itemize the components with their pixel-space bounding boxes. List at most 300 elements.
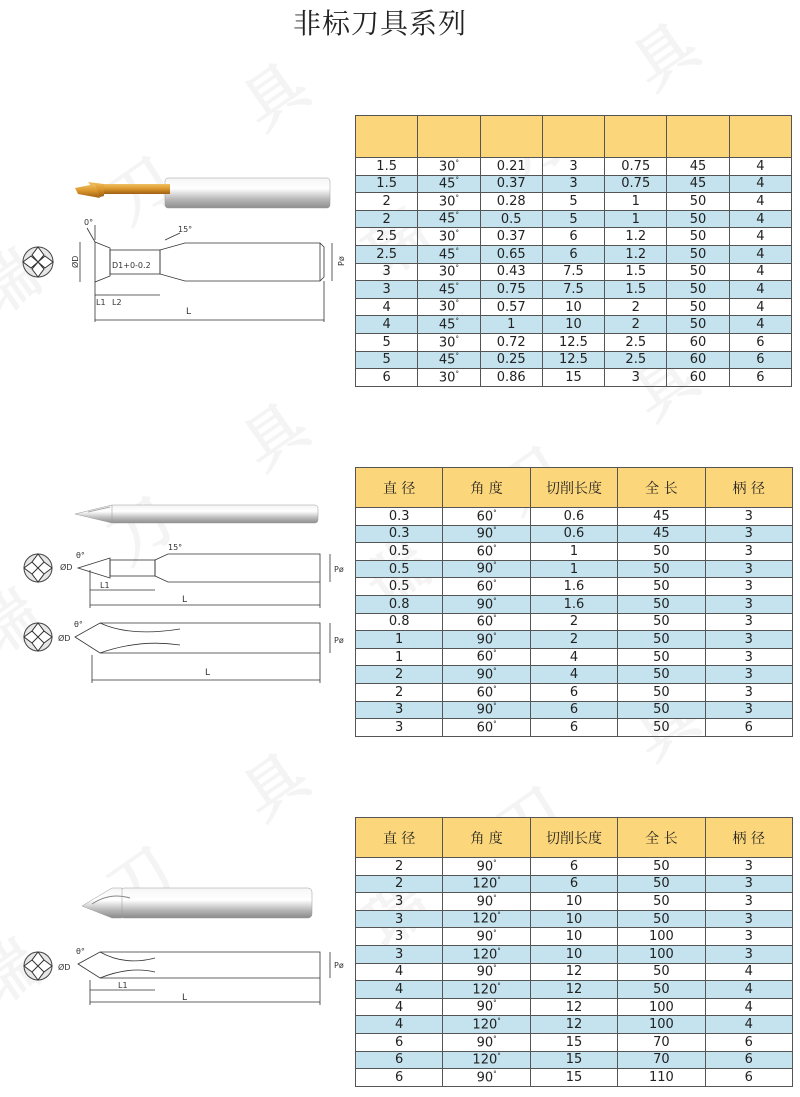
degree-symbol: ° [497,1052,501,1061]
degree-symbol: ° [493,719,497,728]
l-label: L [205,668,211,678]
table-cell: 90° [443,595,530,613]
table-cell: 4 [705,1016,792,1034]
degree-symbol: ° [455,246,459,255]
table-cell: 30° [418,298,480,316]
table-cell: 12.5 [542,351,604,369]
table-cell: 7.5 [542,281,604,299]
table-cell: 0.3 [356,525,443,543]
table-row [356,316,792,334]
table-cell: 50 [618,719,705,737]
table-cell: 6 [729,369,791,387]
l-label: L [182,993,188,1003]
table-cell: 1 [356,631,443,649]
table-cell: 5 [542,193,604,211]
table-cell: 2 [605,316,667,334]
table-cell: 90° [443,666,530,684]
table-cell: 2 [356,666,443,684]
degree-symbol: ° [493,579,497,587]
table-row [356,508,793,526]
table-cell: 30° [418,369,480,387]
table-cell: 50 [667,298,729,316]
table-cell: 45° [418,210,480,228]
table-cell: 45 [667,175,729,193]
table-cell: 100 [618,998,705,1016]
table-cell: 60° [443,508,530,526]
degree-symbol: ° [497,911,501,920]
degree-symbol: ° [455,264,459,273]
table-cell: 1.2 [605,228,667,246]
l1-label: L1 [100,581,110,590]
table-row [356,369,792,387]
dovetail-cutter-diagram [0,100,350,330]
table-cell: 2 [530,613,617,631]
table-cell: 50 [618,893,705,911]
table-cell: 15 [542,369,604,387]
degree-symbol: ° [455,229,459,237]
table-cell: 3 [705,543,792,561]
degree-symbol: ° [455,193,459,202]
table-cell: 4 [356,316,418,334]
table-cell: 120° [443,875,530,893]
table-cell: 90° [443,525,530,543]
table-cell: 4 [530,666,617,684]
table-cell: 4 [356,1016,443,1034]
table-cell: 1.5 [605,281,667,299]
table-cell: 45° [418,351,480,369]
degree-symbol: ° [497,946,501,955]
od-label: ØD [58,963,71,972]
table-cell: 3 [705,560,792,578]
table-cell: 4 [729,298,791,316]
table-cell: 90° [443,631,530,649]
degree-symbol: ° [455,158,459,167]
table-cell: 3 [705,578,792,596]
column-header [605,116,667,158]
degree-symbol: ° [493,999,497,1008]
column-header: 柄 径 [705,468,792,508]
l2-label: L2 [112,298,122,307]
table-cell: 100 [618,1016,705,1034]
table-cell: 60 [667,369,729,387]
table-cell: 3 [705,858,792,876]
table-cell: 60° [443,719,530,737]
table-cell: 120° [443,945,530,963]
table-row [356,245,792,263]
table-cell: 90° [443,560,530,578]
degree-symbol: ° [493,893,497,902]
table-cell: 30° [418,333,480,351]
table-row [356,175,792,193]
table-cell: 12 [530,981,617,999]
od-label: ØD [60,563,73,572]
table-cell: 120° [443,981,530,999]
table-cell: 45 [618,525,705,543]
table-cell: 4 [729,175,791,193]
table-cell: 2 [530,631,617,649]
degree-symbol: ° [493,561,497,570]
table-cell: 1.6 [530,595,617,613]
pd-label: Pø [334,636,344,645]
table-cell: 3 [705,893,792,911]
table-row [356,210,792,228]
table-row [356,648,793,666]
table-row [356,1051,793,1069]
table-cell: 1.5 [356,175,418,193]
l1-label: L1 [118,981,128,990]
degree-symbol: ° [455,352,459,361]
table-header-row [356,468,793,508]
column-header [418,116,480,158]
table-cell: 5 [542,210,604,228]
table-cell: 4 [705,963,792,981]
table-cell: 50 [618,875,705,893]
table-cell: 45 [667,158,729,176]
table-cell: 2.5 [356,228,418,246]
table-cell: 4 [729,210,791,228]
table-cell: 2 [356,683,443,701]
degree-symbol: ° [493,1069,497,1078]
table-cell: 3 [705,613,792,631]
degree-symbol: ° [493,964,497,973]
pd-label: Pø [337,256,346,266]
table-cell: 1 [480,316,542,334]
table-cell: 90° [443,893,530,911]
table-cell: 50 [667,245,729,263]
table-cell: 2 [356,193,418,211]
theta-label: θ° [76,947,85,956]
table-cell: 45° [418,175,480,193]
table-row [356,893,793,911]
table-cell: 4 [729,193,791,211]
degree-symbol: ° [455,299,459,308]
table-cell: 6 [729,351,791,369]
pd-label: Pø [334,961,344,970]
table-cell: 0.5 [356,560,443,578]
l-label: L [186,307,192,317]
table-cell: 10 [530,928,617,946]
degree-symbol: ° [493,649,497,658]
angle-15-label: 15° [168,543,183,552]
degree-symbol: ° [455,369,459,378]
table-cell: 6 [530,858,617,876]
table-cell: 50 [618,613,705,631]
table-cell: 6 [356,369,418,387]
table-cell: 10 [530,893,617,911]
table-cell: 4 [356,298,418,316]
table-cell: 3 [356,701,443,719]
table-row [356,719,793,737]
table-row [356,910,793,928]
table-cell: 0.21 [480,158,542,176]
table-cell: 10 [542,316,604,334]
table-cell: 6 [356,1033,443,1051]
table-cell: 50 [618,648,705,666]
table-cell: 60° [443,613,530,631]
table-cell: 3 [705,525,792,543]
table-row [356,928,793,946]
table-cell: 4 [729,228,791,246]
degree-symbol: ° [455,176,459,185]
dovetail-spec-table [355,115,792,387]
table-row [356,543,793,561]
table-cell: 50 [618,910,705,928]
table-cell: 10 [530,945,617,963]
table-cell: 120° [443,1016,530,1034]
table-cell: 90° [443,963,530,981]
table-cell: 0.86 [480,369,542,387]
table-cell: 5 [356,351,418,369]
table-row [356,560,793,578]
table-cell: 4 [729,316,791,334]
table-cell: 2 [356,210,418,228]
table-cell: 30° [418,263,480,281]
table-row [356,613,793,631]
table-cell: 90° [443,858,530,876]
degree-symbol: ° [455,334,459,343]
table-cell: 100 [618,928,705,946]
table-cell: 60 [667,351,729,369]
column-header: 角 度 [443,468,530,508]
theta-label: θ° [76,551,85,560]
table-cell: 50 [667,281,729,299]
column-header: 切削长度 [530,818,617,858]
table-cell: 45° [418,281,480,299]
table-header-row [356,818,793,858]
table-cell: 3 [705,928,792,946]
table-header-row [356,116,792,158]
table-cell: 12 [530,1016,617,1034]
table-cell: 6 [705,1069,792,1087]
table-cell: 1 [356,648,443,666]
table-cell: 3 [356,945,443,963]
table-row [356,1069,793,1087]
table-cell: 6 [530,875,617,893]
table-cell: 3 [542,175,604,193]
table-row [356,1033,793,1051]
degree-symbol: ° [455,281,459,290]
l-label: L [182,595,188,605]
degree-symbol: ° [497,981,501,990]
table-row [356,333,792,351]
table-cell: 3 [705,508,792,526]
table-cell: 6 [705,1051,792,1069]
table-cell: 45° [418,245,480,263]
table-cell: 3 [705,631,792,649]
table-cell: 90° [443,701,530,719]
table-cell: 45° [418,316,480,334]
table-cell: 60° [443,648,530,666]
table-cell: 0.65 [480,245,542,263]
table-row [356,945,793,963]
table-cell: 6 [356,1069,443,1087]
table-cell: 4 [729,158,791,176]
table-cell: 50 [667,316,729,334]
table-cell: 50 [618,666,705,684]
table-row [356,193,792,211]
table-cell: 0.75 [480,281,542,299]
table-cell: 3 [356,719,443,737]
table-cell: 3 [356,928,443,946]
degree-symbol: ° [493,858,497,867]
table-row [356,578,793,596]
degree-symbol: ° [455,316,459,325]
table-cell: 0.57 [480,298,542,316]
table-cell: 4 [705,998,792,1016]
table-cell: 60° [443,543,530,561]
table-cell: 6 [705,1033,792,1051]
table-cell: 6 [530,683,617,701]
od-label: ØD [58,634,71,643]
table-cell: 50 [618,981,705,999]
degree-symbol: ° [497,876,501,885]
spot-drill-spec-table [355,467,793,737]
table-row [356,158,792,176]
degree-symbol: ° [493,666,497,675]
table-cell: 120° [443,1051,530,1069]
table-cell: 4 [356,998,443,1016]
table-row [356,281,792,299]
table-cell: 2.5 [605,351,667,369]
d1-label: D1+0-0.2 [112,261,151,270]
l1-label: L1 [96,298,106,307]
table-cell: 6 [542,245,604,263]
table-cell: 45 [618,508,705,526]
table-cell: 50 [618,560,705,578]
table-cell: 110 [618,1069,705,1087]
column-header: 柄 径 [705,818,792,858]
table-cell: 2 [605,298,667,316]
drill-spec-table [355,817,793,1087]
table-cell: 60 [667,333,729,351]
table-cell: 12 [530,963,617,981]
degree-symbol: ° [493,508,497,517]
table-row [356,683,793,701]
table-row [356,595,793,613]
table-cell: 120° [443,910,530,928]
table-cell: 50 [667,193,729,211]
table-cell: 1 [530,543,617,561]
pd-label: Pø [334,565,344,574]
table-row [356,981,793,999]
table-row [356,263,792,281]
degree-symbol: ° [497,1016,501,1025]
degree-symbol: ° [493,684,497,693]
table-cell: 15 [530,1033,617,1051]
table-row [356,228,792,246]
table-cell: 70 [618,1033,705,1051]
table-cell: 60° [443,578,530,596]
table-cell: 1.6 [530,578,617,596]
table-cell: 5 [356,333,418,351]
table-cell: 90° [443,1069,530,1087]
od-label: ØD [71,255,80,268]
table-cell: 3 [356,910,443,928]
table-cell: 3 [705,701,792,719]
table-row [356,666,793,684]
table-cell: 50 [667,263,729,281]
table-cell: 3 [356,263,418,281]
table-cell: 6 [729,333,791,351]
table-cell: 4 [729,281,791,299]
table-row [356,525,793,543]
column-header [667,116,729,158]
table-cell: 1 [530,560,617,578]
table-cell: 3 [705,910,792,928]
table-row [356,1016,793,1034]
angle-0-label: 0° [84,218,94,227]
table-cell: 4 [729,245,791,263]
table-cell: 0.72 [480,333,542,351]
table-cell: 7.5 [542,263,604,281]
table-cell: 0.28 [480,193,542,211]
table-cell: 3 [542,158,604,176]
table-cell: 6 [542,228,604,246]
table-cell: 3 [356,281,418,299]
table-row [356,631,793,649]
table-row [356,351,792,369]
table-cell: 50 [618,683,705,701]
table-cell: 2.5 [605,333,667,351]
table-row [356,298,792,316]
table-cell: 0.5 [480,210,542,228]
table-cell: 4 [729,263,791,281]
table-cell: 12.5 [542,333,604,351]
angle-15-label: 15° [178,225,193,234]
table-cell: 50 [618,578,705,596]
table-cell: 0.6 [530,525,617,543]
table-row [356,963,793,981]
table-cell: 0.75 [605,158,667,176]
table-cell: 90° [443,1033,530,1051]
column-header: 角 度 [443,818,530,858]
table-row [356,858,793,876]
table-cell: 50 [618,963,705,981]
page-title: 非标刀具系列 [292,7,467,40]
table-cell: 2.5 [356,245,418,263]
table-cell: 50 [618,701,705,719]
table-cell: 50 [618,858,705,876]
table-cell: 4 [356,963,443,981]
column-header [356,116,418,158]
table-cell: 30° [418,193,480,211]
table-cell: 4 [356,981,443,999]
table-cell: 15 [530,1069,617,1087]
table-cell: 0.75 [605,175,667,193]
table-cell: 3 [705,595,792,613]
table-cell: 0.5 [356,578,443,596]
table-cell: 90° [443,998,530,1016]
table-cell: 50 [667,228,729,246]
column-header: 全 长 [618,468,705,508]
column-header: 全 长 [618,818,705,858]
table-cell: 30° [418,158,480,176]
degree-symbol: ° [493,526,497,535]
table-cell: 10 [530,910,617,928]
table-cell: 3 [705,945,792,963]
degree-symbol: ° [493,929,497,937]
table-cell: 1.5 [356,158,418,176]
table-cell: 0.25 [480,351,542,369]
table-row [356,875,793,893]
table-cell: 50 [667,210,729,228]
table-cell: 4 [705,981,792,999]
table-cell: 60° [443,683,530,701]
table-cell: 30° [418,228,480,246]
table-cell: 3 [705,648,792,666]
table-cell: 1 [605,193,667,211]
column-header [542,116,604,158]
